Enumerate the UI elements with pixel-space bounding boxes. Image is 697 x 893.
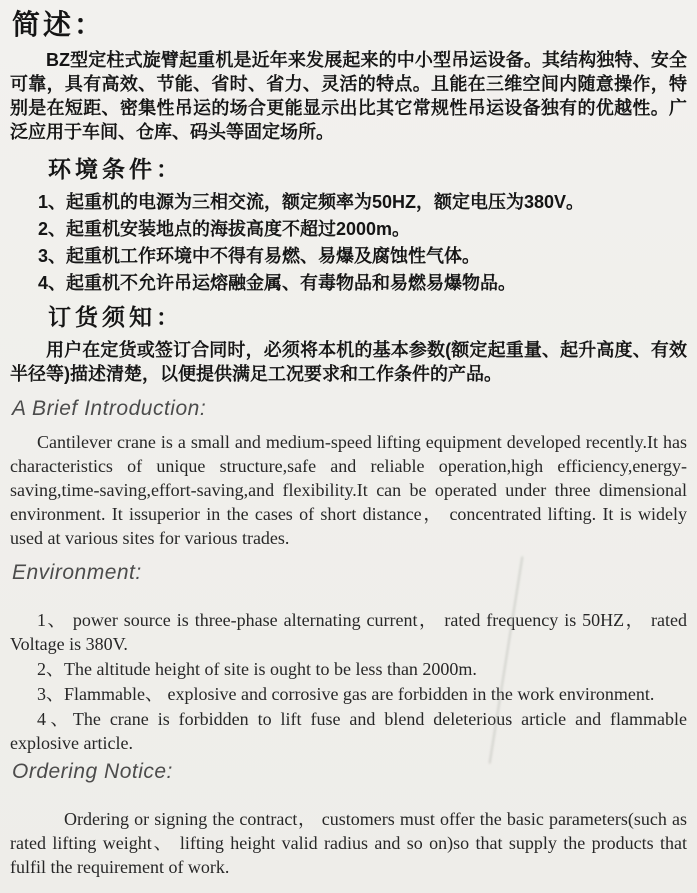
paragraph-brief-cn: BZ型定柱式旋臂起重机是近年来发展起来的中小型吊运设备。其结构独特、安全可靠，具有高效、节能、省时、省力、灵活的特点。且能在三维空间内随意操作，特别是在短距、密集性吊运的场合更能显示出比其它常规性吊运设备独有的优越性。广泛应用于车间、仓库、码头等固定场所。 [10,50,687,142]
environment-cn-list [10,190,687,296]
section-heading-brief-cn: 简述： [12,9,106,40]
environment-en-item: 1、 power source is three-phase alternating current， rated frequency is 50HZ， rated Voltage is 380V. [10,610,687,654]
environment-cn-item: 2、起重机安装地点的海拔高度不超过2000m。 [38,219,411,239]
environment-cn-item: 4、起重机不允许吊运熔融金属、有毒物品和易燃易爆物品。 [38,273,517,293]
environment-en-item: 2、The altitude height of site is ought to be less than 2000m. [37,659,477,679]
paragraph-brief-en: Cantilever crane is a small and medium-speed lifting equipment developed recently.It has characteristics of unique structure,safe and reliable operation,high efficiency,energy-saving,time-saving,effort-saving,and flexibility.It can be operated under three dimensional environment. It issuperior in the cases of short distance， concentrated lifting. It is widely used at various sites for various trades. [10,432,687,548]
section-heading-ordering-cn: 订货须知： [48,304,183,330]
environment-en-list [10,608,687,755]
paragraph-ordering-cn: 用户在定货或签订合同时，必须将本机的基本参数(额定起重量、起升高度、有效半径等)描述清楚，以便提供满足工况要求和工作条件的产品。 [10,340,687,384]
environment-en-item: 4、The crane is forbidden to lift fuse and blend deleterious article and flammable explosive article. [10,709,687,753]
paragraph-ordering-en: Ordering or signing the contract， customers must offer the basic parameters(such as rated lifting weight、 lifting height valid radius and so on)so that supply the products that fulfil the requirement of work. [10,809,687,877]
section-heading-environment-cn: 环境条件： [48,156,183,182]
section-heading-ordering-en: Ordering Notice: [12,760,173,783]
section-heading-brief-en: A Brief Introduction: [12,397,207,420]
section-heading-environment-en: Environment: [12,561,142,584]
environment-en-item: 3、Flammable、 explosive and corrosive gas are forbidden in the work environment. [37,684,655,704]
environment-cn-item: 3、起重机工作环境中不得有易燃、易爆及腐蚀性气体。 [38,246,481,266]
environment-cn-item: 1、起重机的电源为三相交流，额定频率为50HZ，额定电压为380V。 [38,192,585,212]
